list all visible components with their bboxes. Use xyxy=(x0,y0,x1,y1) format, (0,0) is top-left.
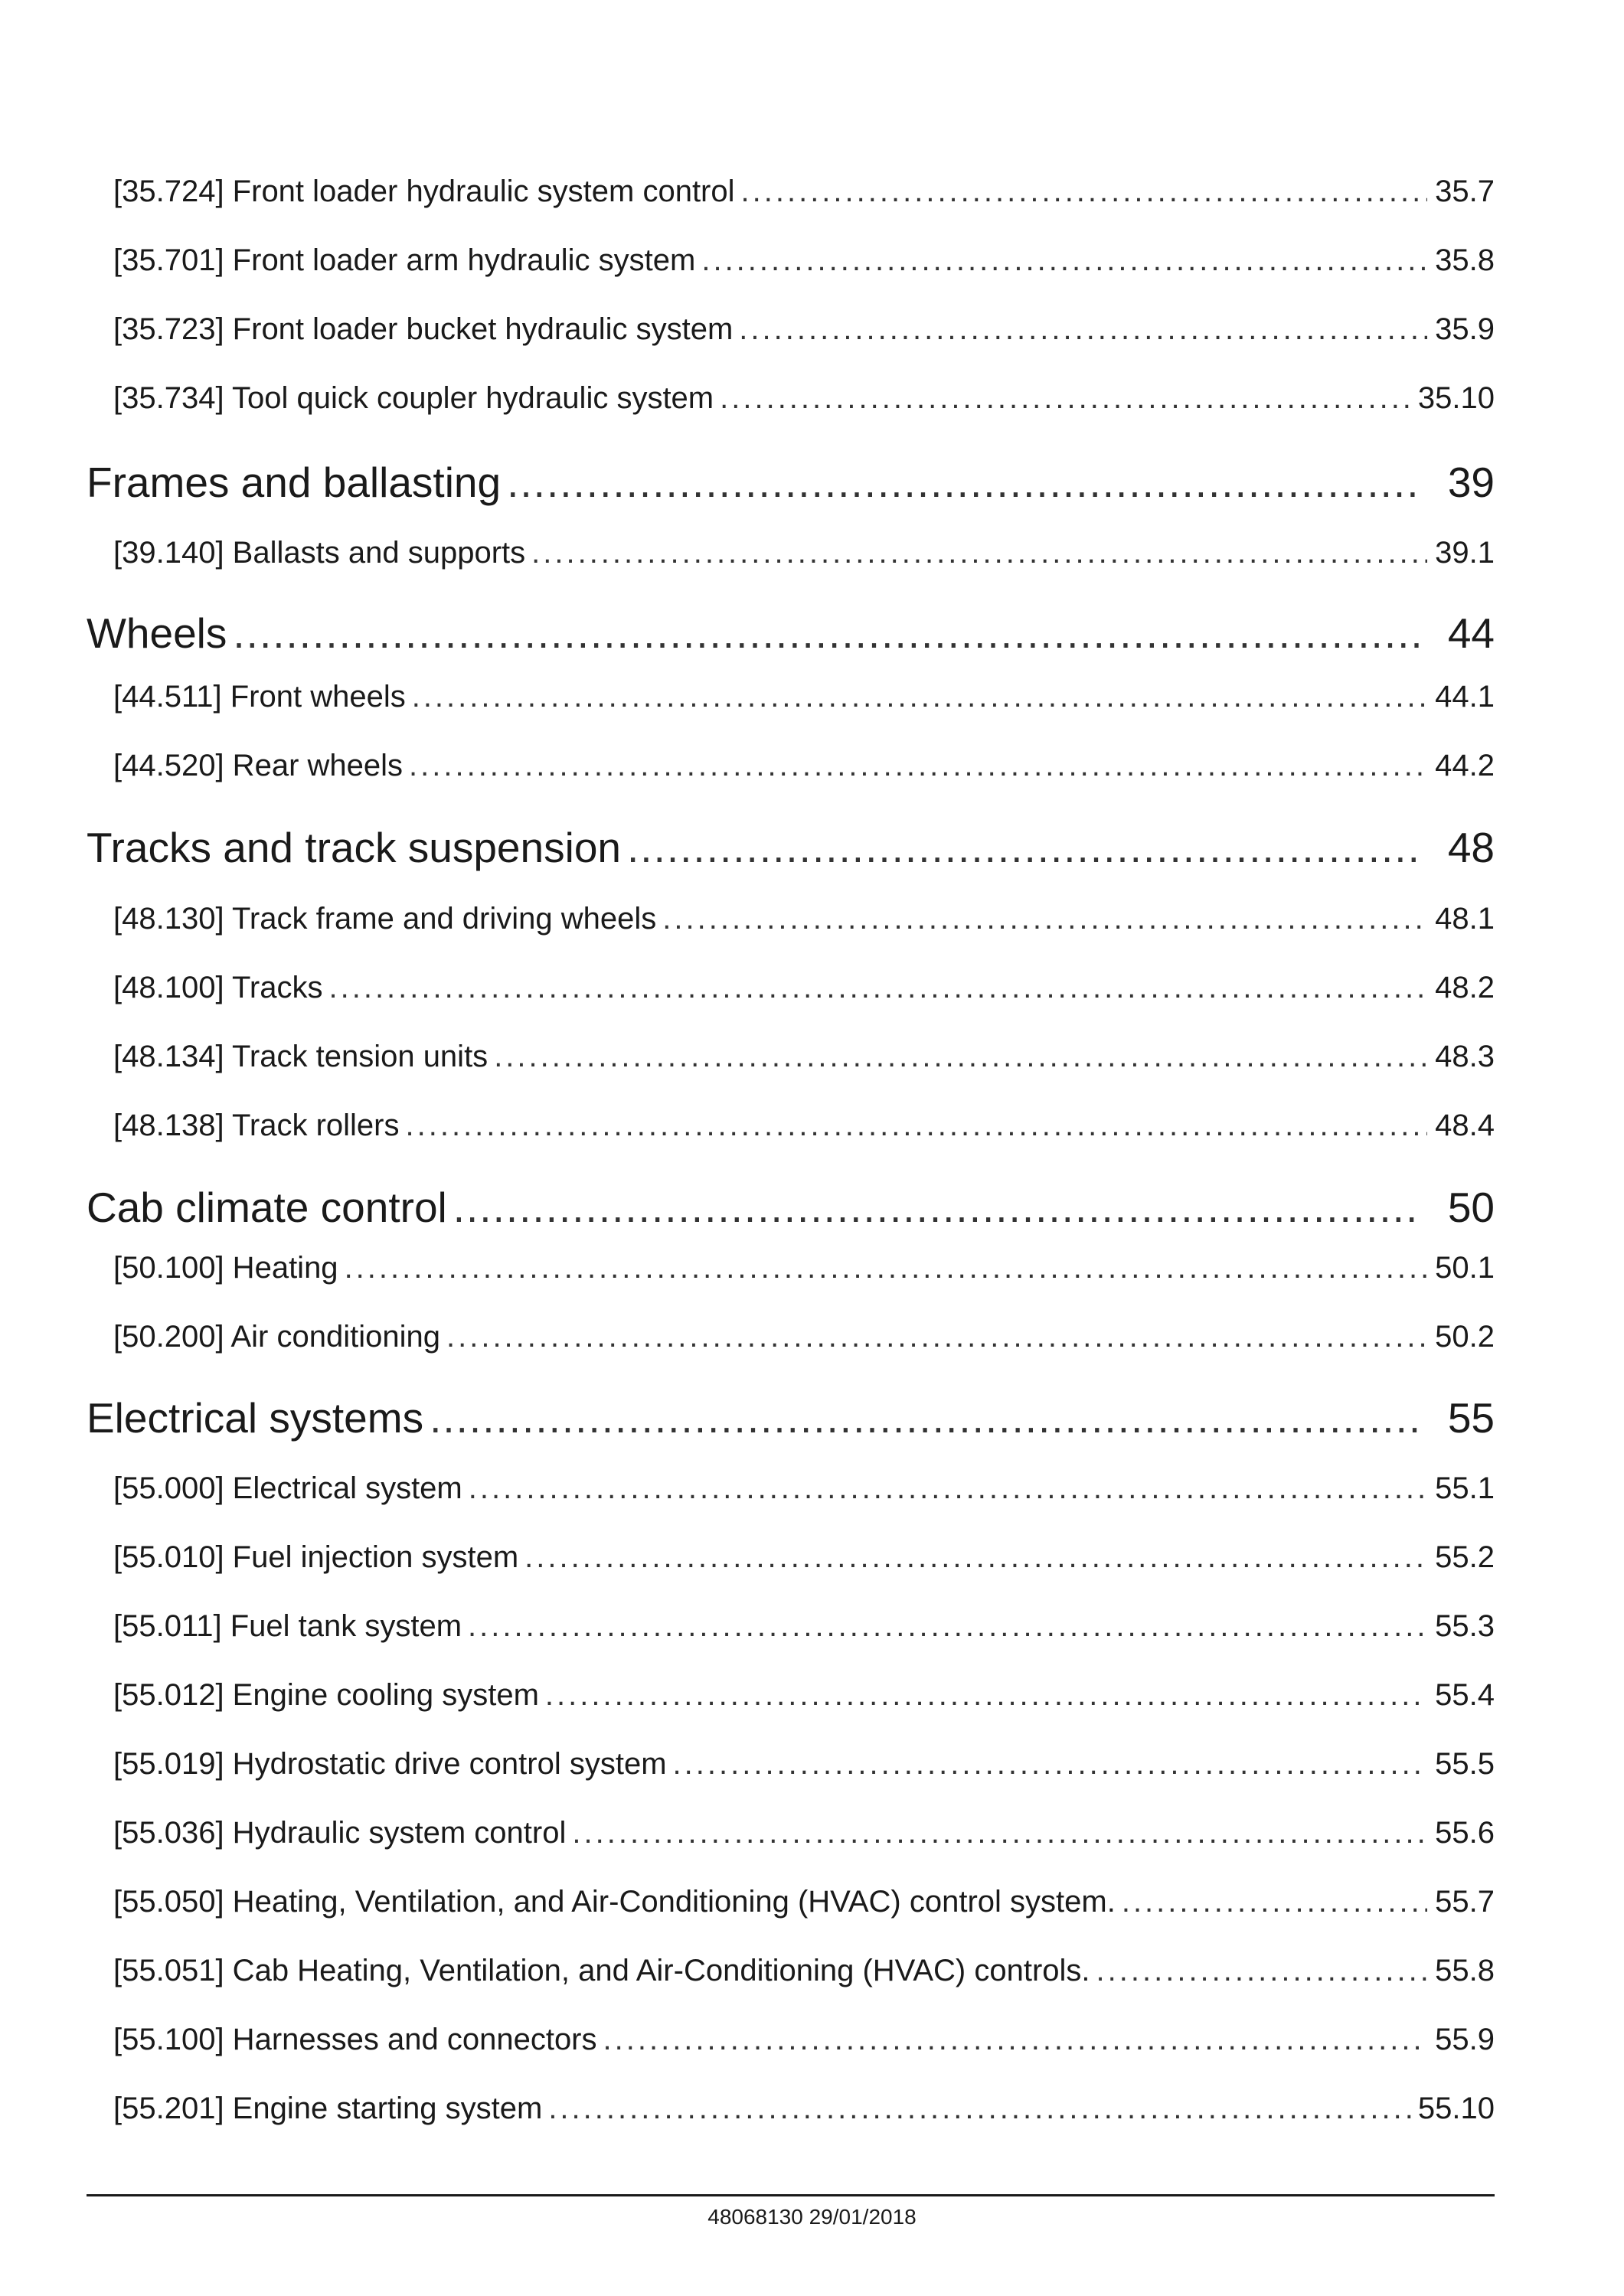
toc-subsection-entry[interactable] xyxy=(87,175,1495,209)
toc-subsection-entry[interactable] xyxy=(87,1540,1495,1575)
toc-leader-dots xyxy=(406,1109,1428,1143)
toc-subsection-entry[interactable] xyxy=(87,1109,1495,1143)
toc-entry-title: [55.036] Hydraulic system control xyxy=(113,1816,567,1850)
toc-entry-page-number: 50 xyxy=(1447,1184,1495,1231)
toc-section-entry[interactable] xyxy=(87,823,1495,872)
toc-leader-dots xyxy=(720,381,1412,416)
toc-entry-title: [55.050] Heating, Ventilation, and Air-Conditioning (HVAC) control system. xyxy=(113,1885,1116,1919)
toc-entry-page-number: 55.4 xyxy=(1435,1678,1495,1712)
toc-subsection-entry[interactable] xyxy=(87,536,1495,570)
toc-entry-page-number: 35.7 xyxy=(1435,175,1495,208)
toc-section-entry[interactable] xyxy=(87,1183,1495,1232)
toc-leader-dots xyxy=(739,312,1427,347)
toc-subsection-entry[interactable] xyxy=(87,1609,1495,1644)
toc-entry-page-number: 55.2 xyxy=(1435,1540,1495,1574)
toc-section-entry[interactable] xyxy=(87,1393,1495,1442)
toc-leader-dots xyxy=(446,1320,1427,1354)
toc-subsection-entry[interactable] xyxy=(87,312,1495,347)
toc-entry-title: [35.723] Front loader bucket hydraulic system xyxy=(113,312,734,346)
toc-entry-title: [39.140] Ballasts and supports xyxy=(113,536,526,570)
toc-entry-page-number: 50.2 xyxy=(1435,1320,1495,1354)
toc-entry-title: [48.134] Track tension units xyxy=(113,1040,489,1073)
toc-entry-page-number: 55.6 xyxy=(1435,1816,1495,1850)
toc-subsection-entry[interactable] xyxy=(87,971,1495,1005)
toc-entry-title: Electrical systems xyxy=(87,1394,424,1442)
toc-entry-page-number: 44 xyxy=(1447,609,1495,657)
toc-subsection-entry[interactable] xyxy=(87,749,1495,783)
toc-entry-title: [44.520] Rear wheels xyxy=(113,749,404,782)
toc-entry-page-number: 55.8 xyxy=(1435,1954,1495,1987)
toc-entry-title: [55.051] Cab Heating, Ventilation, and Air-Conditioning (HVAC) controls. xyxy=(113,1954,1090,1987)
toc-entry-page-number: 48 xyxy=(1447,824,1495,871)
toc-leader-dots xyxy=(1122,1885,1427,1919)
toc-entry-title: [55.011] Fuel tank system xyxy=(113,1609,462,1643)
toc-entry-page-number: 48.2 xyxy=(1435,971,1495,1004)
toc-leader-dots xyxy=(741,175,1427,209)
toc-entry-title: [55.012] Engine cooling system xyxy=(113,1678,539,1712)
toc-entry-page-number: 55.3 xyxy=(1435,1609,1495,1643)
toc-entry-title: [48.138] Track rollers xyxy=(113,1109,400,1142)
toc-entry-page-number: 48.3 xyxy=(1435,1040,1495,1073)
toc-subsection-entry[interactable] xyxy=(87,1678,1495,1713)
toc-entry-page-number: 48.1 xyxy=(1435,902,1495,936)
toc-subsection-entry[interactable] xyxy=(87,680,1495,714)
toc-entry-title: [35.734] Tool quick coupler hydraulic system xyxy=(113,381,714,415)
toc-entry-title: [50.200] Air conditioning xyxy=(113,1320,440,1354)
toc-entry-page-number: 44.1 xyxy=(1435,680,1495,714)
toc-subsection-entry[interactable] xyxy=(87,1816,1495,1850)
toc-leader-dots xyxy=(468,1609,1427,1644)
toc-leader-dots xyxy=(507,458,1420,507)
toc-leader-dots xyxy=(603,2023,1427,2057)
toc-subsection-entry[interactable] xyxy=(87,1320,1495,1354)
toc-leader-dots xyxy=(233,609,1420,658)
toc-leader-dots xyxy=(673,1747,1427,1782)
toc-entry-title: [48.130] Track frame and driving wheels xyxy=(113,902,657,936)
toc-entry-title: [35.724] Front loader hydraulic system control xyxy=(113,175,735,208)
toc-entry-page-number: 55.7 xyxy=(1435,1885,1495,1919)
toc-section-entry[interactable] xyxy=(87,609,1495,658)
toc-entry-page-number: 48.4 xyxy=(1435,1109,1495,1142)
toc-leader-dots xyxy=(494,1040,1427,1074)
toc-leader-dots xyxy=(545,1678,1427,1713)
toc-entry-page-number: 55.5 xyxy=(1435,1747,1495,1781)
toc-entry-title: [55.019] Hydrostatic drive control system xyxy=(113,1747,667,1781)
toc-entry-title: [35.701] Front loader arm hydraulic system xyxy=(113,243,696,277)
toc-entry-page-number: 39.1 xyxy=(1435,536,1495,570)
toc-leader-dots xyxy=(409,749,1427,783)
toc-entry-title: [55.000] Electrical system xyxy=(113,1471,462,1505)
toc-leader-dots xyxy=(548,2092,1412,2126)
toc-entry-title: [48.100] Tracks xyxy=(113,971,323,1004)
toc-leader-dots xyxy=(627,823,1420,872)
toc-entry-title: Frames and ballasting xyxy=(87,459,502,506)
toc-subsection-entry[interactable] xyxy=(87,902,1495,936)
toc-subsection-entry[interactable] xyxy=(87,2023,1495,2057)
toc-subsection-entry[interactable] xyxy=(87,2092,1495,2126)
toc-entry-page-number: 50.1 xyxy=(1435,1251,1495,1285)
toc-leader-dots xyxy=(662,902,1427,936)
toc-subsection-entry[interactable] xyxy=(87,1251,1495,1285)
toc-entry-title: [55.201] Engine starting system xyxy=(113,2092,543,2125)
toc-entry-page-number: 55.1 xyxy=(1435,1471,1495,1505)
toc-leader-dots xyxy=(524,1540,1427,1575)
toc-subsection-entry[interactable] xyxy=(87,1471,1495,1506)
toc-subsection-entry[interactable] xyxy=(87,381,1495,416)
toc-subsection-entry[interactable] xyxy=(87,1885,1495,1919)
toc-entry-title: Cab climate control xyxy=(87,1184,447,1231)
toc-entry-title: Wheels xyxy=(87,609,227,657)
toc-entry-page-number: 39 xyxy=(1447,459,1495,506)
toc-leader-dots xyxy=(469,1471,1427,1506)
toc-leader-dots xyxy=(531,536,1427,570)
footer-rule xyxy=(87,2194,1495,2196)
toc-leader-dots xyxy=(701,243,1427,278)
toc-leader-dots xyxy=(453,1183,1420,1232)
toc-entry-page-number: 35.8 xyxy=(1435,243,1495,277)
toc-subsection-entry[interactable] xyxy=(87,1747,1495,1782)
toc-entry-page-number: 35.10 xyxy=(1417,381,1495,415)
toc-leader-dots xyxy=(412,680,1427,714)
toc-entry-title: [55.010] Fuel injection system xyxy=(113,1540,519,1574)
toc-subsection-entry[interactable] xyxy=(87,243,1495,278)
toc-subsection-entry[interactable] xyxy=(87,1040,1495,1074)
toc-entry-title: Tracks and track suspension xyxy=(87,824,622,871)
toc-entry-page-number: 55 xyxy=(1447,1394,1495,1442)
toc-entry-title: [44.511] Front wheels xyxy=(113,680,406,714)
toc-subsection-entry[interactable] xyxy=(87,1954,1495,1988)
toc-entry-page-number: 55.10 xyxy=(1417,2092,1495,2125)
toc-section-entry[interactable] xyxy=(87,458,1495,507)
toc-entry-page-number: 55.9 xyxy=(1435,2023,1495,2056)
toc-leader-dots xyxy=(1096,1954,1427,1988)
toc-leader-dots xyxy=(345,1251,1427,1285)
footer-doc-reference: 48068130 29/01/2018 xyxy=(707,2205,917,2229)
toc-leader-dots xyxy=(430,1393,1420,1442)
toc-leader-dots xyxy=(328,971,1427,1005)
toc-entry-title: [55.100] Harnesses and connectors xyxy=(113,2023,597,2056)
toc-entry-page-number: 44.2 xyxy=(1435,749,1495,782)
toc-entry-title: [50.100] Heating xyxy=(113,1251,338,1285)
toc-leader-dots xyxy=(572,1816,1427,1850)
toc-entry-page-number: 35.9 xyxy=(1435,312,1495,346)
